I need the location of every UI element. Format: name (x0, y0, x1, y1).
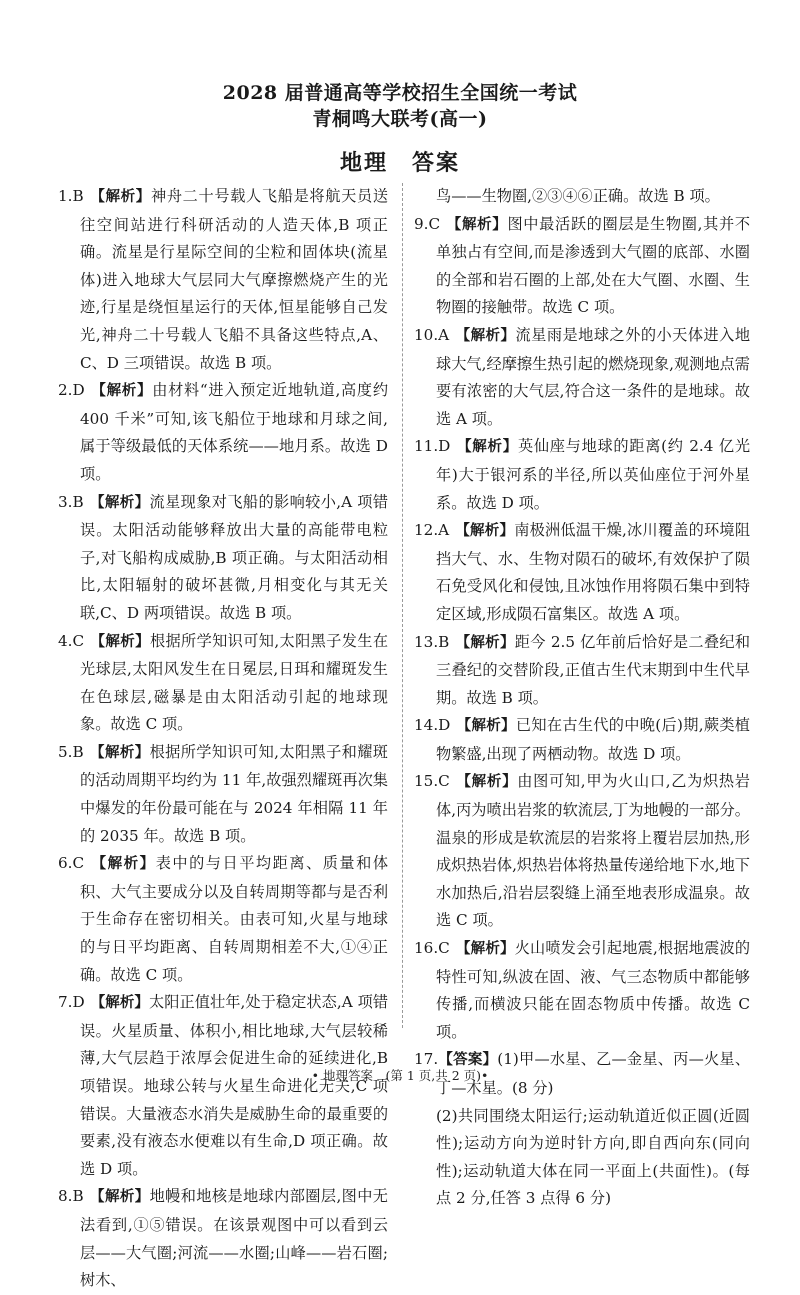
answer-choice: D (438, 716, 451, 735)
column-divider (402, 183, 403, 1028)
analysis-tag: 【解析】 (455, 523, 515, 540)
question-number: 7. (58, 993, 73, 1012)
answer-choice: C (438, 939, 450, 958)
answer-item (58, 628, 388, 739)
right-column (414, 183, 750, 1213)
answer-item (58, 850, 388, 989)
answer-choice: B (438, 632, 450, 651)
question-number: 4. (58, 631, 73, 650)
analysis-tag: 【解析】 (89, 1189, 150, 1206)
question-number: 14. (414, 716, 439, 735)
exam-title: 2028 届普通高等学校招生全国统一考试 (222, 82, 578, 104)
question-number: 16. (414, 939, 439, 958)
answer-text: 地幔和地核是地球内部圈层,图中无法看到,①⑤错误。在该景观图中可以看到云层——大气圈;河流——水圈;山峰——岩石圈;树木、 (80, 1187, 388, 1290)
analysis-tag: 【解析】 (456, 718, 516, 735)
answer-text-part2: (2)共同围绕太阳运行;运动轨道近似正圆(近圆性);运动方向为逆时针方向,即自西向东(同向性);运动轨道大体在同一平面上(共面性)。(每点 2 分,任答 3 点得 6 分) (436, 1106, 750, 1208)
answer-text: 图中最活跃的圈层是生物圈,其并不单独占有空间,而是渗透到大气圈的底部、水圈的全部和岩石圈的上部,处在大气圈、水圈、生物圈的接触带。故选 C 项。 (436, 214, 751, 317)
answer-item (414, 629, 750, 713)
answer-item (58, 377, 388, 488)
answer-choice: B (72, 742, 84, 761)
answer-item (414, 712, 750, 768)
answer-choice: D (438, 437, 451, 456)
answer-choice: B (72, 187, 84, 205)
answer-text: 神舟二十号载人飞船是将航天员送往空间站进行科研活动的人造天体,B 项正确。流星是行星际空间的尘粒和固体块(流星体)进入地球大气层同大气摩擦燃烧产生的光迹,行星是绕恒星运行的天体,恒星能够自己发光,神舟二十号载人飞船不具备这些特点,A、C、D 三项错误。故选 B 项。 (80, 187, 389, 372)
question-number: 15. (414, 772, 439, 791)
answer-item (414, 517, 750, 628)
question-number: 10. (414, 325, 439, 344)
answer-choice: B (72, 1187, 84, 1206)
answer-item (414, 211, 750, 322)
answer-text: 流星现象对飞船的影响较小,A 项错误。太阳活动能够释放出大量的高能带电粒子,对飞船构成威胁,B 项正确。与太阳活动相比,太阳辐射的破坏甚微,月相变化与其无关联,C、D 两项错误。故选 B 项。 (80, 492, 389, 622)
answer-text: 由图可知,甲为火山口,乙为炽热岩体,丙为喷出岩浆的软流层,丁为地幔的一部分。温泉的形成是软流层的岩浆将上覆岩层加热,形成炽热岩体,炽热岩体将热量传递给地下水,地下水加热后,沿岩层裂缝上涌至地表形成温泉。故选 C 项。 (436, 772, 750, 930)
answer-choice: C (428, 214, 441, 233)
question-number: 13. (414, 632, 439, 651)
answer-choice: C (72, 631, 85, 650)
exam-subtitle: 青桐鸣大联考(高一) (312, 108, 488, 130)
left-column (58, 183, 388, 1295)
question-number: 12. (414, 521, 439, 540)
analysis-tag: 【解析】 (90, 856, 156, 873)
answer-text: 已知在古生代的中晚(后)期,蕨类植物繁盛,出现了两栖动物。故选 D 项。 (436, 716, 750, 763)
analysis-tag: 【解析】 (455, 774, 518, 791)
question-number: 11. (414, 437, 439, 456)
answer-item (58, 739, 388, 850)
answer-text: 根据所学知识可知,太阳黑子和耀斑的活动周期平均约为 11 年,故强烈耀斑再次集中爆发的年份最可能在与 2024 年相隔 11 年的 2035 年。故选 B 项。 (80, 742, 388, 845)
question-number: 3. (58, 492, 73, 511)
analysis-tag: 【解析】 (455, 941, 515, 958)
question-number: 2. (58, 381, 73, 400)
answer-item (58, 1183, 388, 1294)
analysis-tag: 【解析】 (89, 744, 150, 761)
question-number: 6. (58, 854, 73, 873)
analysis-tag: 【解析】 (89, 189, 151, 205)
answer-text: (1)甲—水星、乙—金星、丙—火星、丁—木星。(8 分) (436, 1050, 751, 1097)
answer-text: 太阳正值壮年,处于稳定状态,A 项错误。火星质量、体积小,相比地球,大气层较稀薄,大气层趋于浓厚会促进生命的延续进化,B 项错误。地球公转与火星生命进化无关,C 项错误。大量液态水消失是威胁生命的最重要的要素,没有液态水便难以有生命,D 项正确。故选 D 项。 (80, 993, 389, 1178)
analysis-tag: 【解析】 (90, 633, 150, 650)
answer-text: 表中的与日平均距离、质量和体积、大气主要成分以及自转周期等都与是否利于生命存在密切相关。由表可知,火星与地球的与日平均距离、自转周期相差不大,①④正确。故选 C 项。 (80, 854, 389, 984)
question-number: 8. (58, 1187, 73, 1206)
subject-title: 地理 答案 (339, 150, 460, 176)
answer-choice: C (72, 854, 85, 873)
analysis-tag: 【解析】 (89, 494, 150, 511)
question-number: 17. (414, 1050, 439, 1069)
question-number: 1. (58, 187, 73, 205)
answer-text: 距今 2.5 亿年前后恰好是二叠纪和三叠纪的交替阶段,正值古生代末期到中生代早期。故选 B 项。 (436, 632, 751, 707)
answer-choice: A (438, 521, 450, 540)
answer-item (58, 989, 388, 1183)
answer-text: 南极洲低温干燥,冰川覆盖的环境阻挡大气、水、生物对陨石的破坏,有效保护了陨石免受风化和侵蚀,且冰蚀作用将陨石集中到特定区域,形成陨石富集区。故选 A 项。 (436, 521, 751, 623)
answer-text: 由材料“进入预定近地轨道,高度约 400 千米”可知,该飞船位于地球和月球之间,属于等级最低的天体系统——地月系。故选 D 项。 (80, 381, 389, 483)
answer-tag: 【答案】 (438, 1052, 498, 1069)
analysis-tag: 【解析】 (455, 634, 515, 651)
analysis-tag: 【解析】 (90, 995, 149, 1012)
answer-item (58, 489, 388, 628)
answer-choice: C (438, 772, 450, 791)
answer-text: 根据所学知识可知,太阳黑子发生在光球层,太阳风发生在日冕层,日珥和耀斑发生在色球层,磁暴是由太阳活动引起的地球现象。故选 C 项。 (80, 631, 389, 734)
document-header (0, 80, 800, 177)
answer-item (414, 433, 750, 517)
answer-item (58, 183, 388, 377)
question-number: 9. (414, 214, 429, 233)
analysis-tag: 【解析】 (90, 383, 153, 400)
analysis-tag: 【解析】 (455, 327, 516, 344)
answer-text: 火山喷发会引起地震,根据地震波的特性可知,纵波在固、液、气三态物质中都能够传播,而横波只能在固态物质中传播。故选 C 项。 (436, 939, 751, 1041)
answer-item (414, 935, 750, 1046)
page-footer: • 地理答案 (第 1 页,共 2 页)• (311, 1068, 489, 1083)
answer-text: 英仙座与地球的距离(约 2.4 亿光年)大于银河系的半径,所以英仙座位于河外星系。故选 D 项。 (436, 437, 751, 512)
answer-choice: D (72, 381, 85, 400)
answer-item (414, 322, 750, 433)
answer-choice: B (72, 492, 84, 511)
answer-choice: A (438, 325, 450, 344)
answer-item (414, 768, 750, 935)
answer-text: 流星雨是地球之外的小天体进入地球大气,经摩擦生热引起的燃烧现象,观测地点需要有浓密的大气层,符合这一条件的是地球。故选 A 项。 (436, 325, 751, 428)
analysis-tag: 【解析】 (446, 216, 508, 233)
answer-continuation: 鸟——生物圈,②③④⑥正确。故选 B 项。 (436, 187, 720, 205)
analysis-tag: 【解析】 (456, 439, 518, 456)
answer-choice: D (72, 993, 85, 1012)
question-number: 5. (58, 742, 73, 761)
